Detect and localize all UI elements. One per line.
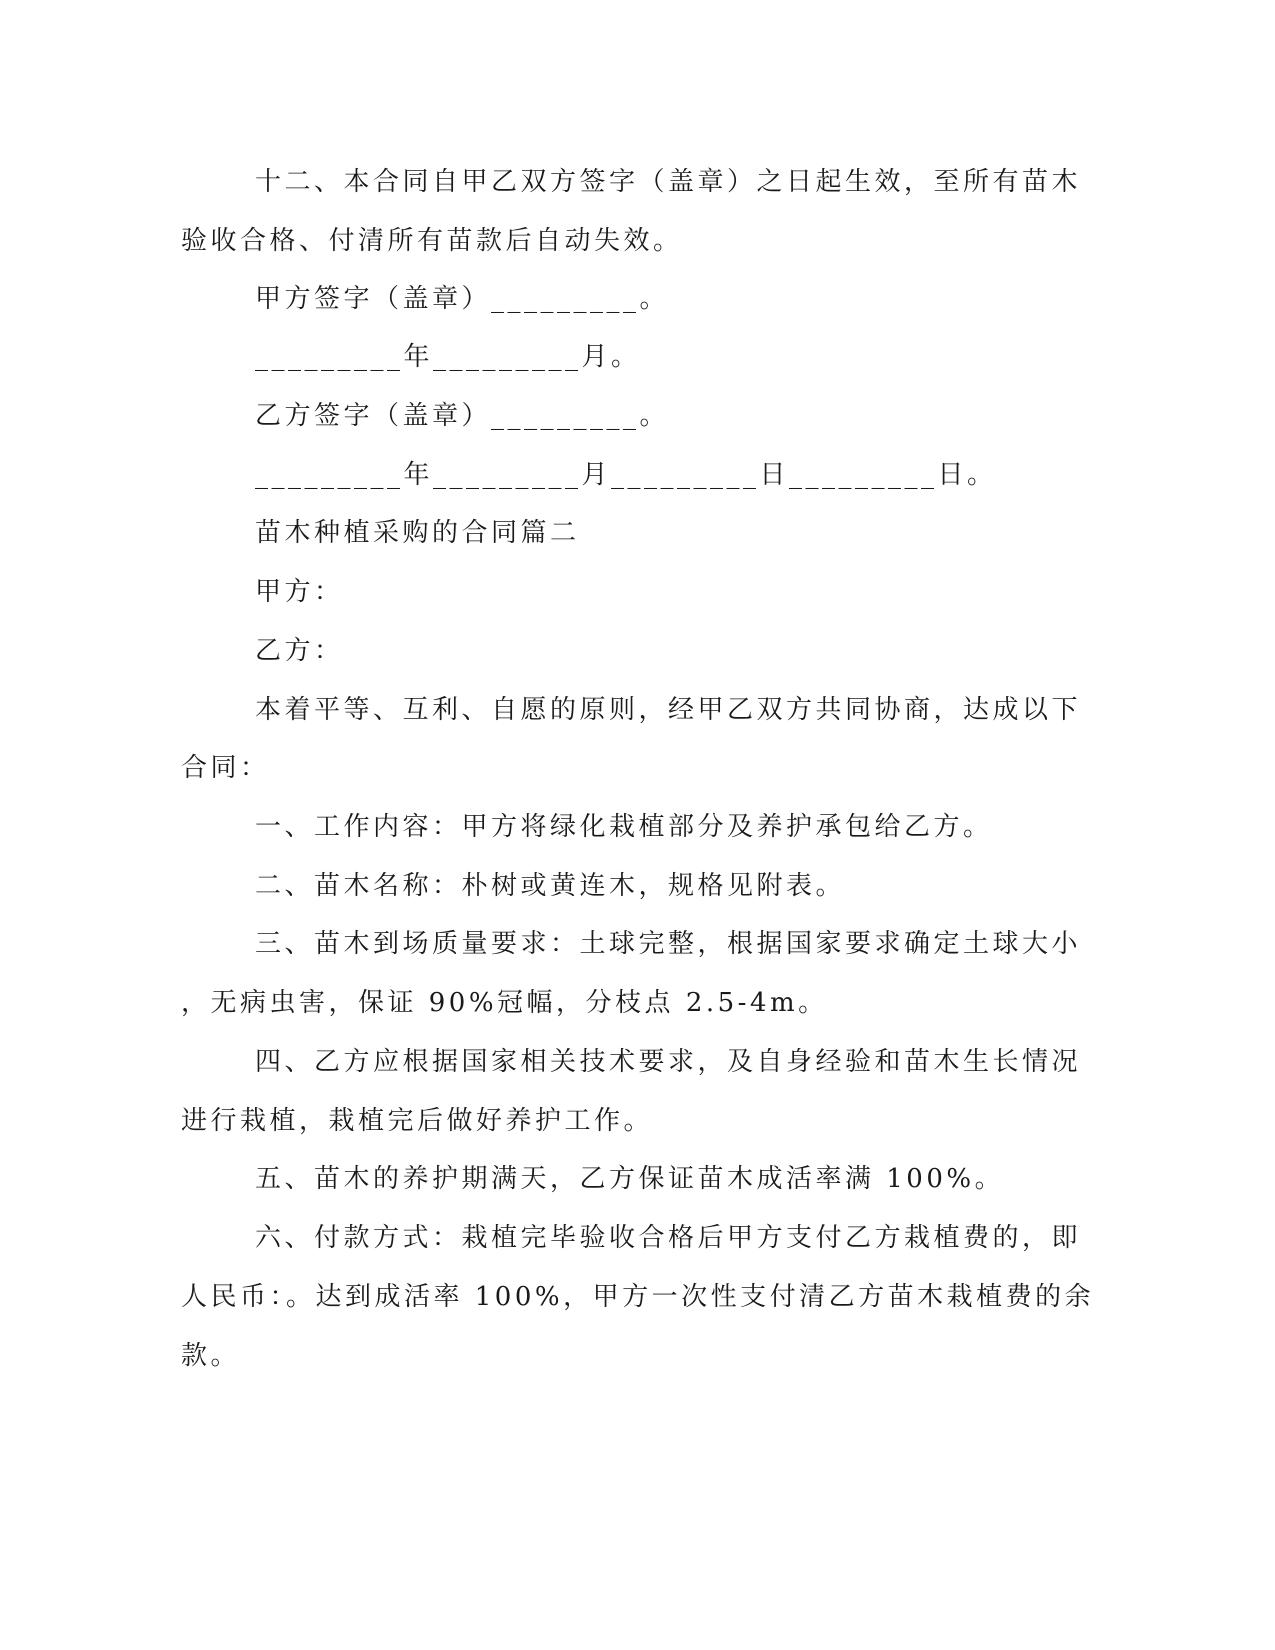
clause-3-line-2: ，无病虫害，保证 90%冠幅，分枝点 2.5-4m。 (181, 988, 828, 1018)
party-b-label: 乙方： (255, 636, 344, 666)
party-a-signature-line: 甲方签字（盖章）_________。 (255, 284, 670, 314)
clause-4-line-1: 四、乙方应根据国家相关技术要求，及自身经验和苗木生长情况 (255, 1047, 1082, 1077)
clause-6-line-3: 款。 (181, 1341, 241, 1371)
clause-1: 一、工作内容：甲方将绿化栽植部分及养护承包给乙方。 (255, 812, 993, 842)
preamble-line-2: 合同： (181, 753, 270, 783)
clause-3-line-1: 三、苗木到场质量要求：土球完整，根据国家要求确定土球大小 (255, 929, 1082, 959)
preamble-line-1: 本着平等、互利、自愿的原则，经甲乙双方共同协商，达成以下 (255, 695, 1082, 725)
clause-12-line-1: 十二、本合同自甲乙双方签字（盖章）之日起生效，至所有苗木 (255, 167, 1082, 197)
party-b-signature-line: 乙方签字（盖章）_________。 (255, 401, 670, 431)
clause-5: 五、苗木的养护期满天，乙方保证苗木成活率满 100%。 (255, 1164, 1005, 1194)
section-title: 苗木种植采购的合同篇二 (255, 518, 580, 548)
clause-2: 二、苗木名称：朴树或黄连木，规格见附表。 (255, 871, 846, 901)
clause-6-line-1: 六、付款方式：栽植完毕验收合格后甲方支付乙方栽植费的，即 (255, 1223, 1082, 1253)
clause-6-line-2: 人民币：。达到成活率 100%，甲方一次性支付清乙方苗木栽植费的余 (181, 1282, 1095, 1312)
clause-4-line-2: 进行栽植，栽植完后做好养护工作。 (181, 1106, 654, 1136)
clause-12-line-2: 验收合格、付清所有苗款后自动失效。 (181, 226, 683, 256)
party-a-label: 甲方： (255, 577, 344, 607)
party-b-date-line: _________年_________月_________日_________日。 (255, 460, 997, 490)
party-a-date-line: _________年_________月。 (255, 342, 641, 372)
